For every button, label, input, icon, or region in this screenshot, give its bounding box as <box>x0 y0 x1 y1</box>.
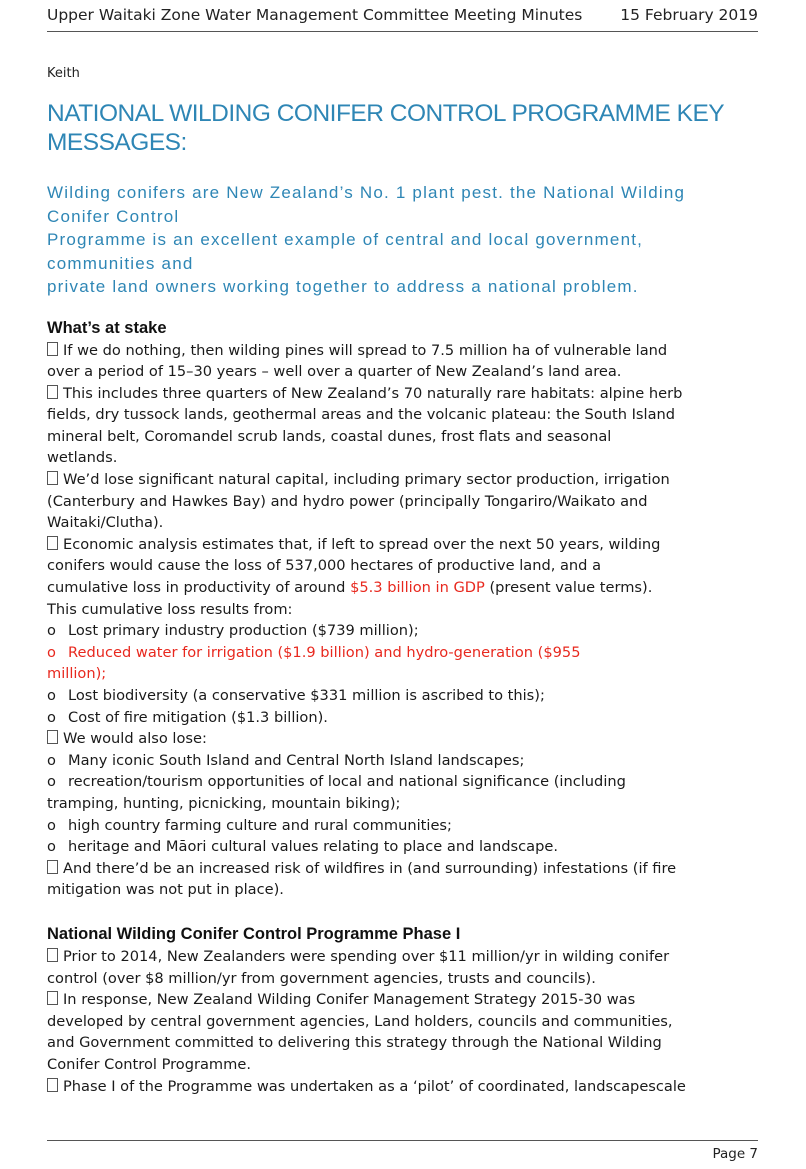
missing-glyph-box-icon <box>47 342 58 356</box>
list-item: o high country farming culture and rural communities; <box>47 815 758 837</box>
paragraph-line: If we do nothing, then wilding pines will spread to 7.5 million ha of vulnerable land <box>47 340 758 362</box>
bullet-marker: o <box>47 687 56 704</box>
paragraph-line: fields, dry tussock lands, geothermal areas and the volcanic plateau: the South Island <box>47 406 676 424</box>
paragraph-line: cumulative loss in productivity of around $5.3 billion in GDP (present value terms). <box>47 579 653 597</box>
paragraph-line: Prior to 2014, New Zealanders were spending over $11 million/yr in wilding conifer <box>47 946 758 968</box>
bullet-marker: o <box>47 816 56 834</box>
paragraph-line: and Government committed to delivering this strategy through the National Wilding <box>47 1034 662 1052</box>
section-heading-phase-one: National Wilding Conifer Control Programme Phase I <box>47 924 461 943</box>
paragraph-line: Economic analysis estimates that, if left to spread over the next 50 years, wilding <box>47 534 758 556</box>
bullet-marker: o <box>47 838 56 856</box>
paragraph-line: control (over $8 million/yr from government agencies, trusts and councils). <box>47 969 596 987</box>
paragraph-line: wetlands. <box>47 449 118 467</box>
list-item: o Reduced water for irrigation ($1.9 billion) and hydro-generation ($955 <box>47 642 758 664</box>
list-item: o Lost biodiversity (a conservative $331 million is ascribed to this); <box>47 685 758 707</box>
footer-rule <box>47 1140 758 1141</box>
list-item: o Many iconic South Island and Central North Island landscapes; <box>47 750 758 772</box>
missing-glyph-box-icon <box>47 385 58 399</box>
paragraph-line: Conifer Control Programme. <box>47 1055 251 1073</box>
missing-glyph-box-icon <box>47 860 58 874</box>
bullet-marker: o <box>47 708 56 726</box>
paragraph-line: We would also lose: <box>47 728 758 750</box>
bullet-marker: o <box>47 773 56 791</box>
paragraph-line: Waitaki/Clutha). <box>47 514 164 532</box>
header-rule <box>47 31 758 32</box>
key-message-line: communities and <box>47 253 194 273</box>
page-number: Page 7 <box>712 1146 758 1162</box>
header-title: Upper Waitaki Zone Water Management Committee Meeting Minutes <box>47 6 583 24</box>
highlight-gdp: $5.3 billion in GDP <box>350 579 485 597</box>
paragraph-line: In response, New Zealand Wilding Conifer Management Strategy 2015-30 was <box>47 989 758 1011</box>
key-message-line: Wilding conifers are New Zealand’s No. 1 plant pest. the National Wilding <box>47 183 686 202</box>
paragraph-line: (Canterbury and Hawkes Bay) and hydro power (principally Tongariro/Waikato and <box>47 492 648 510</box>
list-item: o recreation/tourism opportunities of local and national significance (including <box>47 771 758 793</box>
list-item-continued: tramping, hunting, picnicking, mountain biking); <box>47 794 401 812</box>
missing-glyph-box-icon <box>47 730 58 744</box>
list-item: o heritage and Māori cultural values relating to place and landscape. <box>47 836 758 858</box>
paragraph-line: developed by central government agencies, Land holders, councils and communities, <box>47 1012 673 1030</box>
list-item-continued: million); <box>47 665 107 683</box>
bullet-marker: o <box>47 643 56 661</box>
bullet-marker: o <box>47 751 56 769</box>
header-date: 15 February 2019 <box>620 6 758 24</box>
main-content <box>47 66 758 1097</box>
missing-glyph-box-icon <box>47 1078 58 1092</box>
paragraph-line: And there’d be an increased risk of wildfires in (and surrounding) infestations (if fire <box>47 858 758 880</box>
bullet-marker: o <box>47 622 56 640</box>
key-message <box>47 181 758 299</box>
missing-glyph-box-icon <box>47 948 58 962</box>
paragraph-line: mineral belt, Coromandel scrub lands, coastal dunes, frost flats and seasonal <box>47 427 612 445</box>
missing-glyph-box-icon <box>47 471 58 485</box>
missing-glyph-box-icon <box>47 991 58 1005</box>
paragraph-line: over a period of 15–30 years – well over a quarter of New Zealand’s land area. <box>47 363 622 381</box>
section-phase-one <box>47 946 758 1097</box>
key-message-line: Programme is an excellent example of central and local government, <box>47 230 644 249</box>
paragraph-line: conifers would cause the loss of 537,000 hectares of productive land, and a <box>47 557 602 575</box>
list-item: o Lost primary industry production ($739 million); <box>47 620 758 642</box>
document-title <box>47 99 758 157</box>
paragraph-line: Phase I of the Programme was undertaken as a ‘pilot’ of coordinated, landscapescale <box>47 1076 758 1098</box>
title-line: NATIONAL WILDING CONIFER CONTROL PROGRAMME KEY <box>47 100 725 127</box>
section-heading-whats-at-stake: What’s at stake <box>47 318 167 337</box>
key-message-line: Conifer Control <box>47 206 180 226</box>
paragraph-line: mitigation was not put in place). <box>47 881 284 899</box>
paragraph-line: We’d lose significant natural capital, including primary sector production, irrigation <box>47 469 758 491</box>
paragraph-line: This cumulative loss results from: <box>47 600 293 618</box>
list-item: o Cost of fire mitigation ($1.3 billion). <box>47 707 758 729</box>
key-message-line: private land owners working together to address a national problem. <box>47 277 639 296</box>
page-header <box>47 6 758 30</box>
title-line: MESSAGES: <box>47 129 187 156</box>
missing-glyph-box-icon <box>47 536 58 550</box>
section-whats-at-stake <box>47 340 758 901</box>
author-name: Keith <box>47 66 80 81</box>
paragraph-line: This includes three quarters of New Zealand’s 70 naturally rare habitats: alpine herb <box>47 383 758 405</box>
